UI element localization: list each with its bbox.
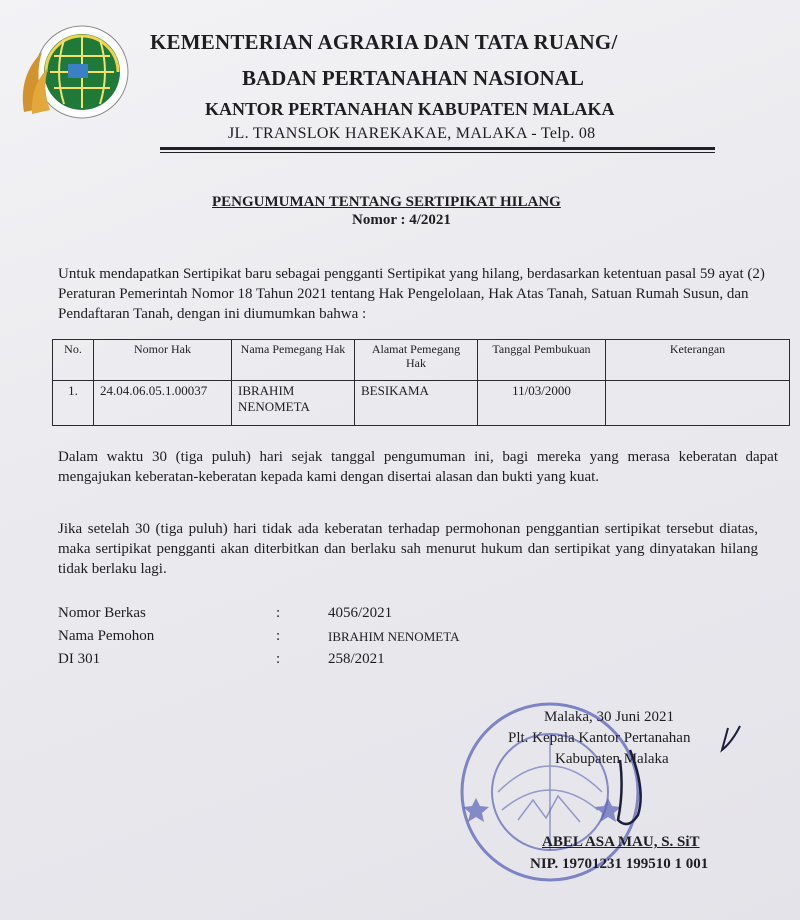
signatory-name: ABEL ASA MAU, S. SiT — [542, 834, 700, 850]
ministry-heading: KEMENTERIAN AGRARIA DAN TATA RUANG/ — [150, 30, 618, 54]
col-tanggal: Tanggal Pembukuan — [478, 340, 606, 381]
signature-place-date: Malaka, 30 Juni 2021 — [544, 709, 674, 725]
office-heading: KANTOR PERTANAHAN KABUPATEN MALAKA — [205, 99, 615, 119]
certificate-table — [52, 339, 790, 426]
header-rule-thin — [160, 152, 715, 153]
cell-tanggal: 11/03/2000 — [478, 381, 606, 426]
meta-keys — [58, 602, 258, 671]
meta-colons — [276, 602, 296, 671]
cell-no: 1. — [53, 381, 94, 426]
document-number: Nomor : 4/2021 — [352, 212, 451, 228]
meta-key: Nama Pemohon — [58, 628, 155, 644]
signature-region: Kabupaten Malaka — [555, 751, 669, 767]
meta-colon: : — [276, 605, 281, 621]
meta-colon: : — [276, 628, 281, 644]
meta-value: IBRAHIM NENOMETA — [328, 629, 460, 644]
col-nomor-hak: Nomor Hak — [94, 340, 232, 381]
col-alamat: Alamat Pemegang Hak — [355, 340, 478, 381]
table-row — [53, 381, 790, 426]
objection-paragraph: Dalam waktu 30 (tiga puluh) hari sejak tanggal pengumuman ini, bagi mereka yang merasa keberatan dapat mengajukan keberatan-keberatan kepada kami dengan disertai alasan dan bukti yang kuat. — [58, 449, 778, 485]
meta-key: DI 301 — [58, 651, 101, 667]
cell-nomor-hak: 24.04.06.05.1.00037 — [94, 381, 232, 426]
signature-position: Plt. Kepala Kantor Pertanahan — [508, 730, 691, 746]
bpn-logo — [14, 16, 134, 126]
meta-values — [328, 602, 588, 671]
meta-key: Nomor Berkas — [58, 605, 146, 621]
col-keterangan: Keterangan — [606, 340, 790, 381]
col-no: No. — [53, 340, 94, 381]
meta-value: 4056/2021 — [328, 605, 393, 621]
cell-keterangan — [606, 381, 790, 426]
agency-heading: BADAN PERTANAHAN NASIONAL — [242, 66, 584, 90]
cell-nama: IBRAHIM NENOMETA — [232, 381, 355, 426]
meta-value: 258/2021 — [328, 651, 385, 667]
meta-colon: : — [276, 651, 281, 667]
document-title: PENGUMUMAN TENTANG SERTIPIKAT HILANG — [212, 194, 561, 210]
issuance-paragraph: Jika setelah 30 (tiga puluh) hari tidak ada keberatan terhadap permohonan penggantian sertipikat tersebut diatas, maka sertipikat pengganti akan diterbitkan dan berlaku sah menurut hukum dan sertipikat yang dinyatakan hilang tidak berlaku lagi. — [58, 521, 758, 577]
office-address: JL. TRANSLOK HAREKAKAE, MALAKA - Telp. 08 — [228, 125, 596, 142]
col-nama: Nama Pemegang Hak — [232, 340, 355, 381]
cell-alamat: BESIKAMA — [355, 381, 478, 426]
intro-paragraph: Untuk mendapatkan Sertipikat baru sebagai pengganti Sertipikat yang hilang, berdasarkan ketentuan pasal 59 ayat (2) Peraturan Pemerintah Nomor 18 Tahun 2021 tentang Hak Pengelolaan, Hak Atas Tanah, Satuan Rumah Susun, dan Pendaftaran Tanah, dengan ini diumumkan bahwa : — [58, 266, 765, 322]
signatory-nip: NIP. 19701231 199510 1 001 — [530, 856, 709, 872]
table-header-row — [53, 340, 790, 381]
header-rule — [160, 147, 715, 150]
